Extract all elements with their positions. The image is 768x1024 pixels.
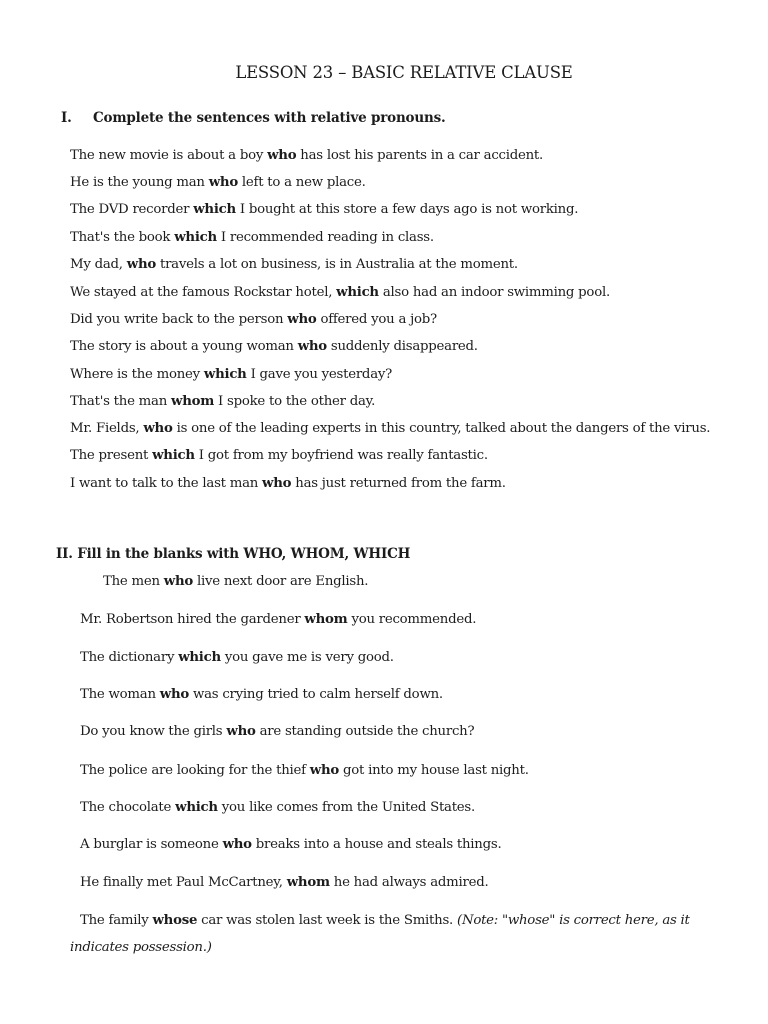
sentence-text: suddenly disappeared. xyxy=(326,339,478,354)
answer-pronoun: who xyxy=(222,837,252,852)
sentence-line xyxy=(70,366,392,384)
sentence-text: I got from my boyfriend was really fantastic. xyxy=(194,448,488,463)
sentence-line xyxy=(103,573,368,591)
answer-pronoun: who xyxy=(287,312,317,327)
sentence-text: The new movie is about a boy xyxy=(70,148,268,163)
answer-pronoun: who xyxy=(297,339,327,354)
sentence-line xyxy=(70,338,478,356)
answer-pronoun: which xyxy=(152,448,195,463)
sentence-text: Where is the money xyxy=(70,367,204,382)
lesson-title: LESSON 23 – BASIC RELATIVE CLAUSE xyxy=(235,63,573,82)
answer-pronoun: which xyxy=(178,650,221,665)
sentence-text: is one of the leading experts in this country, talked about the dangers of the virus. xyxy=(172,421,711,436)
answer-pronoun: whom xyxy=(171,394,215,409)
sentence-text: The chocolate xyxy=(80,800,176,815)
answer-pronoun: who xyxy=(208,175,238,190)
sentence-line xyxy=(70,284,610,302)
sentence-text: you like comes from the United States. xyxy=(217,800,475,815)
sentence-line xyxy=(70,201,578,219)
sentence-text: I gave you yesterday? xyxy=(246,367,393,382)
answer-pronoun: which xyxy=(203,367,247,382)
sentence-text: The family xyxy=(80,913,153,928)
sentence-line xyxy=(70,393,375,411)
sentence-text: He finally met Paul McCartney, xyxy=(80,875,287,890)
sentence-text: has lost his parents in a car accident. xyxy=(296,148,543,163)
sentence-text: The men xyxy=(103,574,164,589)
sentence-text: got into my house last night. xyxy=(339,763,529,778)
sentence-line xyxy=(70,229,434,247)
sentence-text: The present xyxy=(70,448,153,463)
answer-pronoun: which xyxy=(193,202,236,217)
sentence-text: car was stolen last week is the Smiths. xyxy=(197,913,457,928)
sentence-text: The DVD recorder xyxy=(70,202,194,217)
sentence-line xyxy=(80,762,529,780)
sentence-text: Did you write back to the person xyxy=(70,312,288,327)
section1-heading xyxy=(61,110,446,126)
sentence-line xyxy=(80,836,501,854)
sentence-text: left to a new place. xyxy=(237,175,366,190)
section1-number: I. xyxy=(61,110,72,126)
sentence-text: My dad, xyxy=(70,257,127,272)
answer-pronoun: who xyxy=(309,763,340,778)
sentence-line xyxy=(80,611,476,629)
sentence-text: you gave me is very good. xyxy=(220,650,394,665)
sentence-text: The police are looking for the thief xyxy=(80,763,310,778)
sentence-text: he had always admired. xyxy=(329,875,489,890)
sentence-text: you recommended. xyxy=(347,612,477,627)
sentence-line xyxy=(70,256,518,274)
sentence-text: That's the man xyxy=(70,394,171,409)
sentence-line xyxy=(70,475,506,493)
sentence-text: A burglar is someone xyxy=(80,837,223,852)
sentence-line xyxy=(70,420,710,438)
sentence-text: breaks into a house and steals things. xyxy=(251,837,502,852)
sentence-text: travels a lot on business, is in Australia at the moment. xyxy=(156,257,518,272)
sentence-text: The story is about a young woman xyxy=(70,339,298,354)
note-text: (Note: "whose" is correct here, as it xyxy=(457,913,690,928)
section2-heading: II. Fill in the blanks with WHO, WHOM, WHICH xyxy=(56,546,411,562)
sentence-text: We stayed at the famous Rockstar hotel, xyxy=(70,285,337,300)
sentence-text: He is the young man xyxy=(70,175,209,190)
answer-pronoun: who xyxy=(159,687,189,702)
sentence-text: I spoke to the other day. xyxy=(214,394,376,409)
sentence-text: offered you a job? xyxy=(316,312,437,327)
sentence-text: That's the book xyxy=(70,230,175,245)
sentence-text: are standing outside the church? xyxy=(255,724,475,739)
sentence-line xyxy=(80,912,690,930)
sentence-line xyxy=(80,723,474,741)
answer-pronoun: who xyxy=(143,421,173,436)
answer-pronoun: whom xyxy=(304,612,348,627)
sentence-text: was crying tried to calm herself down. xyxy=(188,687,443,702)
answer-pronoun: whose xyxy=(152,913,198,928)
answer-pronoun: which xyxy=(174,230,217,245)
note-continuation: indicates possession.) xyxy=(70,940,212,955)
answer-pronoun: who xyxy=(126,257,156,272)
answer-pronoun: who xyxy=(267,148,297,163)
answer-pronoun: who xyxy=(226,724,256,739)
sentence-line xyxy=(80,799,475,817)
sentence-line xyxy=(70,311,437,329)
sentence-line xyxy=(80,686,443,704)
answer-pronoun: whom xyxy=(286,875,330,890)
sentence-text: Mr. Robertson hired the gardener xyxy=(80,612,305,627)
answer-pronoun: which xyxy=(175,800,218,815)
sentence-text: also had an indoor swimming pool. xyxy=(378,285,610,300)
sentence-line xyxy=(70,147,543,165)
sentence-text: Mr. Fields, xyxy=(70,421,144,436)
section1-heading-text: Complete the sentences with relative pronouns. xyxy=(93,110,446,126)
sentence-line xyxy=(70,174,366,192)
answer-pronoun: who xyxy=(262,476,292,491)
sentence-line xyxy=(80,874,488,892)
sentence-text: I recommended reading in class. xyxy=(216,230,434,245)
sentence-text: I bought at this store a few days ago is not working. xyxy=(235,202,579,217)
answer-pronoun: which xyxy=(336,285,379,300)
sentence-text: The woman xyxy=(80,687,160,702)
sentence-line xyxy=(80,649,394,667)
sentence-line xyxy=(70,447,488,465)
sentence-text: I want to talk to the last man xyxy=(70,476,263,491)
sentence-text: Do you know the girls xyxy=(80,724,227,739)
sentence-text: The dictionary xyxy=(80,650,179,665)
answer-pronoun: who xyxy=(163,574,194,589)
sentence-text: live next door are English. xyxy=(193,574,369,589)
sentence-text: has just returned from the farm. xyxy=(291,476,506,491)
